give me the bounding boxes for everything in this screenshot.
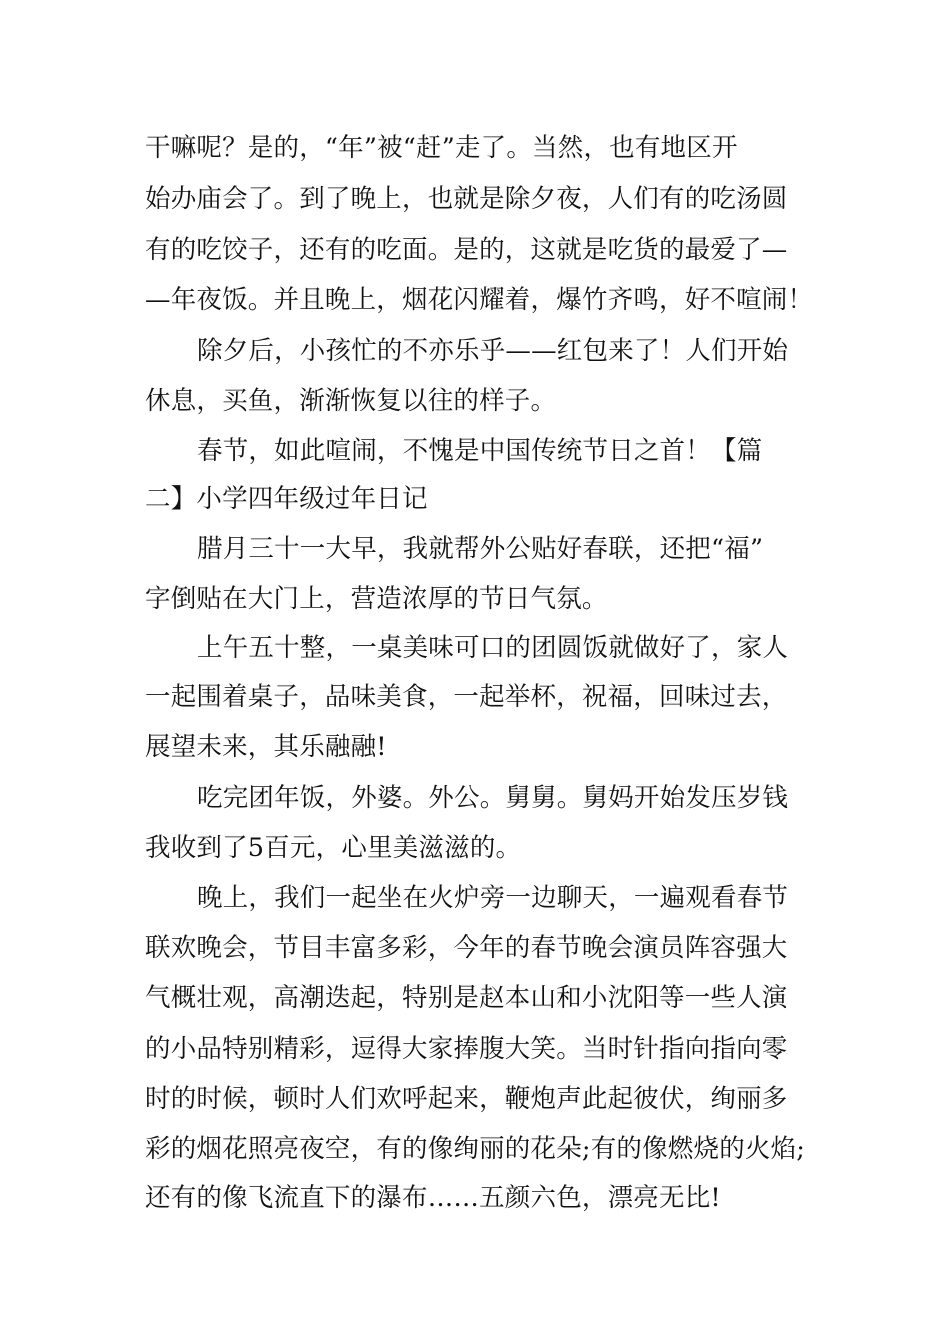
text-line: 展望未来，其乐融融!: [145, 732, 387, 762]
text-line: 有的吃饺子，还有的吃面。是的，这就是吃货的最爱了—: [145, 235, 788, 265]
text-line: 春节，如此喧闹，不愧是中国传统节日之首！【篇: [197, 436, 763, 466]
text-line: —年夜饭。并且晚上，烟花闪耀着，爆竹齐鸣，好不喧闹！: [145, 285, 814, 315]
text-line: 吃完团年饭，外婆。外公。舅舅。舅妈开始发压岁钱: [197, 783, 789, 813]
text-line: 干嘛呢？是的，“年”被“赶”走了。当然，也有地区开: [145, 133, 738, 163]
text-line: 始办庙会了。到了晚上，也就是除夕夜，人们有的吃汤圆: [145, 184, 788, 214]
text-line: 的小品特别精彩，逗得大家捧腹大笑。当时针指向指向零: [145, 1034, 788, 1064]
text-line: 还有的像飞流直下的瀑布……五颜六色，漂亮无比!: [145, 1183, 721, 1213]
text-line: 彩的烟花照亮夜空，有的像绚丽的花朵;有的像燃烧的火焰;: [145, 1134, 806, 1164]
text-line: 腊月三十一大早，我就帮外公贴好春联，还把“福”: [197, 534, 764, 564]
text-line: 联欢晚会，节目丰富多彩，今年的春节晚会演员阵容强大: [145, 933, 788, 963]
text-line: 上午五十整，一桌美味可口的团圆饭就做好了，家人: [197, 633, 789, 663]
text-line: 字倒贴在大门上，营造浓厚的节日气氛。: [145, 584, 608, 614]
text-line: 一起围着桌子，品味美食，一起举杯，祝福，回味过去，: [145, 682, 788, 712]
text-line: 晚上，我们一起坐在火炉旁一边聊天，一遍观看春节: [197, 883, 789, 913]
text-line: 气概壮观，高潮迭起，特别是赵本山和小沈阳等一些人演: [145, 983, 788, 1013]
text-line: 时的时候，顿时人们欢呼起来，鞭炮声此起彼伏，绚丽多: [145, 1084, 788, 1114]
text-line: 二】小学四年级过年日记: [145, 484, 428, 514]
text-line: 休息，买鱼，渐渐恢复以往的样子。: [145, 386, 557, 416]
text-line: 除夕后，小孩忙的不亦乐乎——红包来了！人们开始: [197, 336, 789, 366]
text-line: 我收到了5百元，心里美滋滋的。: [145, 833, 522, 863]
